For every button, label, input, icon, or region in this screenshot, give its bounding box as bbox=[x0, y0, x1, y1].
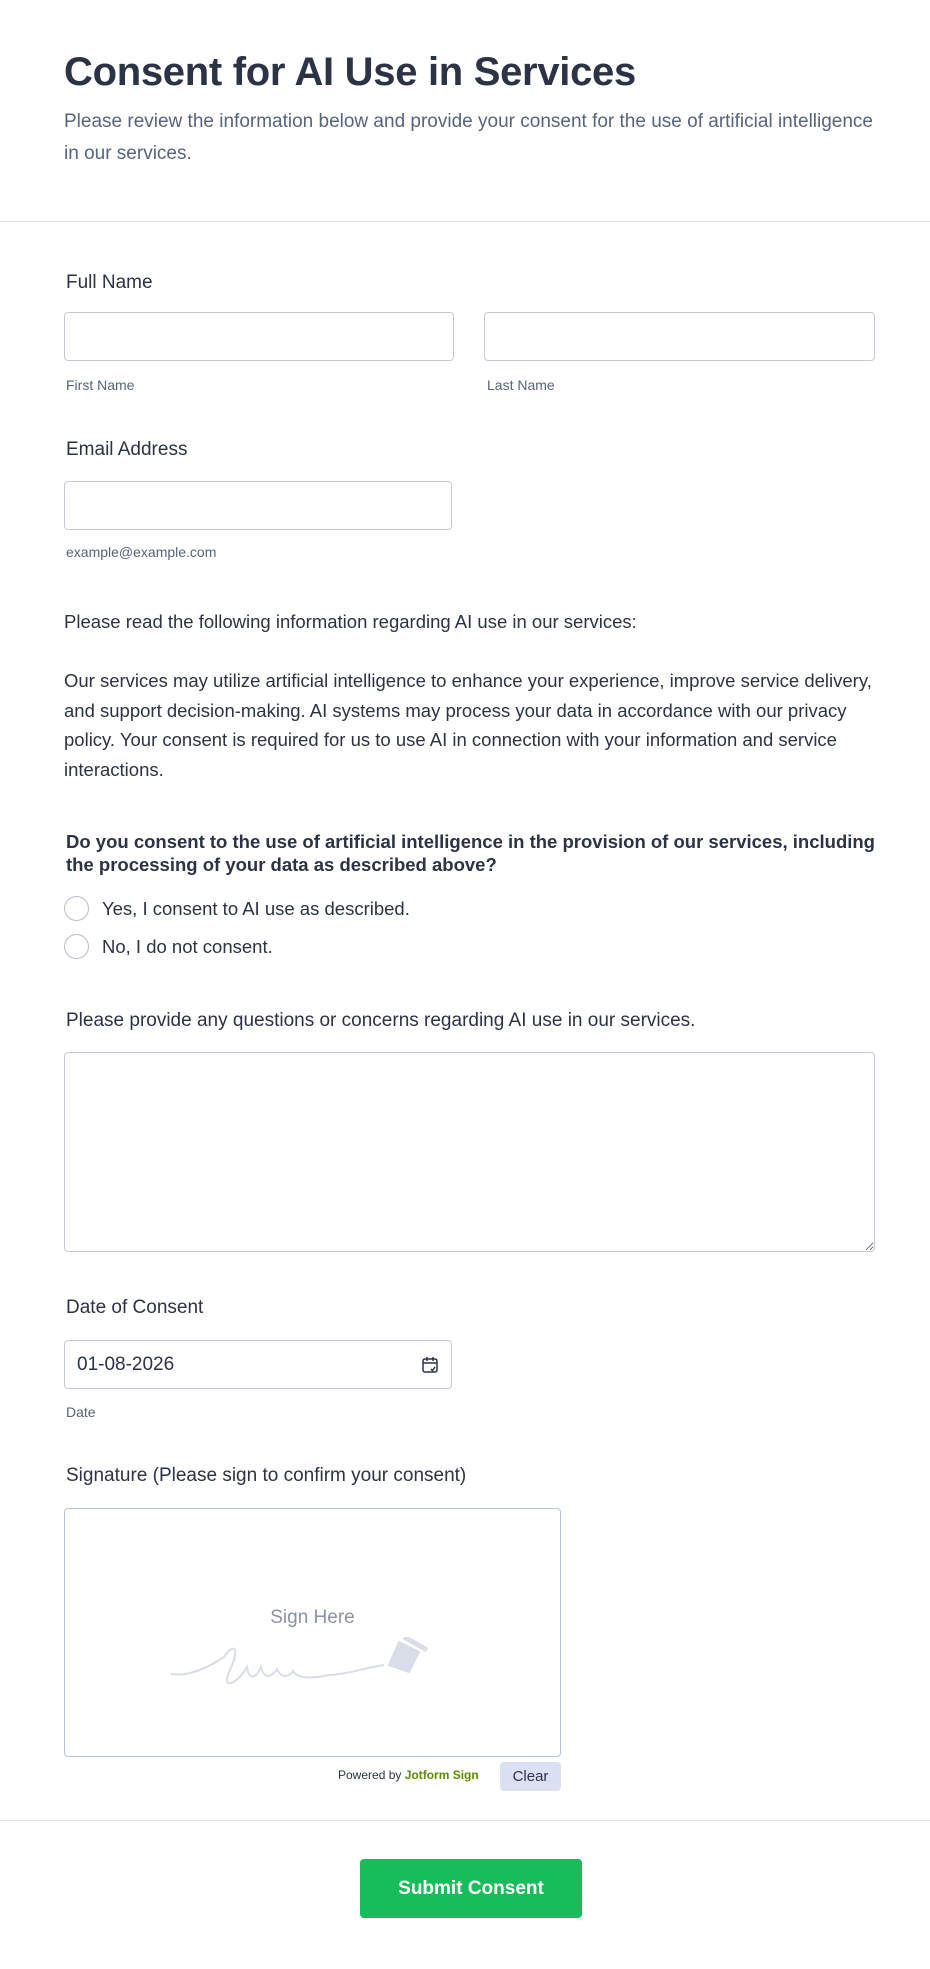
last-name-sublabel: Last Name bbox=[487, 377, 555, 393]
first-name-input[interactable] bbox=[64, 312, 454, 361]
concerns-textarea[interactable] bbox=[64, 1052, 875, 1252]
jotform-sign-brand[interactable]: Jotform Sign bbox=[404, 1768, 479, 1782]
date-input[interactable] bbox=[64, 1340, 452, 1389]
radio-button[interactable] bbox=[64, 934, 89, 959]
submit-button[interactable]: Submit Consent bbox=[360, 1859, 582, 1918]
page-subtitle: Please review the information below and provide your consent for the use of artificial intelligence in our services. bbox=[64, 111, 874, 164]
header-divider bbox=[0, 221, 930, 222]
signature-scribble-icon bbox=[169, 1637, 454, 1697]
info-body: Our services may utilize artificial intelligence to enhance your experience, improve service delivery, and support decision-making. AI systems may process your data in accordance with our privacy policy. Your consent is required for us to use AI in connection with your information and service interactions. bbox=[64, 670, 872, 780]
footer-divider bbox=[0, 1820, 930, 1821]
consent-option-yes[interactable] bbox=[64, 896, 410, 921]
concerns-label: Please provide any questions or concerns regarding AI use in our services. bbox=[66, 1010, 696, 1031]
date-label: Date of Consent bbox=[66, 1297, 204, 1318]
calendar-icon[interactable] bbox=[421, 1356, 439, 1374]
sign-here-placeholder: Sign Here bbox=[270, 1607, 355, 1628]
radio-button[interactable] bbox=[64, 896, 89, 921]
option-label: Yes, I consent to AI use as described. bbox=[102, 897, 410, 919]
date-value: 01-08-2026 bbox=[77, 1353, 175, 1375]
signature-label: Signature (Please sign to confirm your consent) bbox=[66, 1465, 467, 1486]
clear-signature-button[interactable]: Clear bbox=[500, 1762, 561, 1791]
option-label: No, I do not consent. bbox=[102, 935, 273, 957]
email-label: Email Address bbox=[66, 439, 188, 460]
email-sublabel: example@example.com bbox=[66, 544, 217, 560]
date-sublabel: Date bbox=[66, 1404, 96, 1420]
consent-question: Do you consent to the use of artificial intelligence in the provision of our services, including the processing of your data as described above? bbox=[66, 831, 875, 875]
page-title: Consent for AI Use in Services bbox=[64, 50, 636, 94]
first-name-sublabel: First Name bbox=[66, 377, 135, 393]
full-name-label: Full Name bbox=[66, 272, 153, 293]
consent-option-no[interactable] bbox=[64, 934, 273, 959]
email-input[interactable] bbox=[64, 481, 452, 530]
last-name-input[interactable] bbox=[484, 312, 875, 361]
signature-pad[interactable] bbox=[64, 1508, 561, 1757]
powered-by: Powered by Jotform Sign bbox=[338, 1768, 479, 1782]
info-intro: Please read the following information regarding AI use in our services: bbox=[64, 611, 637, 632]
